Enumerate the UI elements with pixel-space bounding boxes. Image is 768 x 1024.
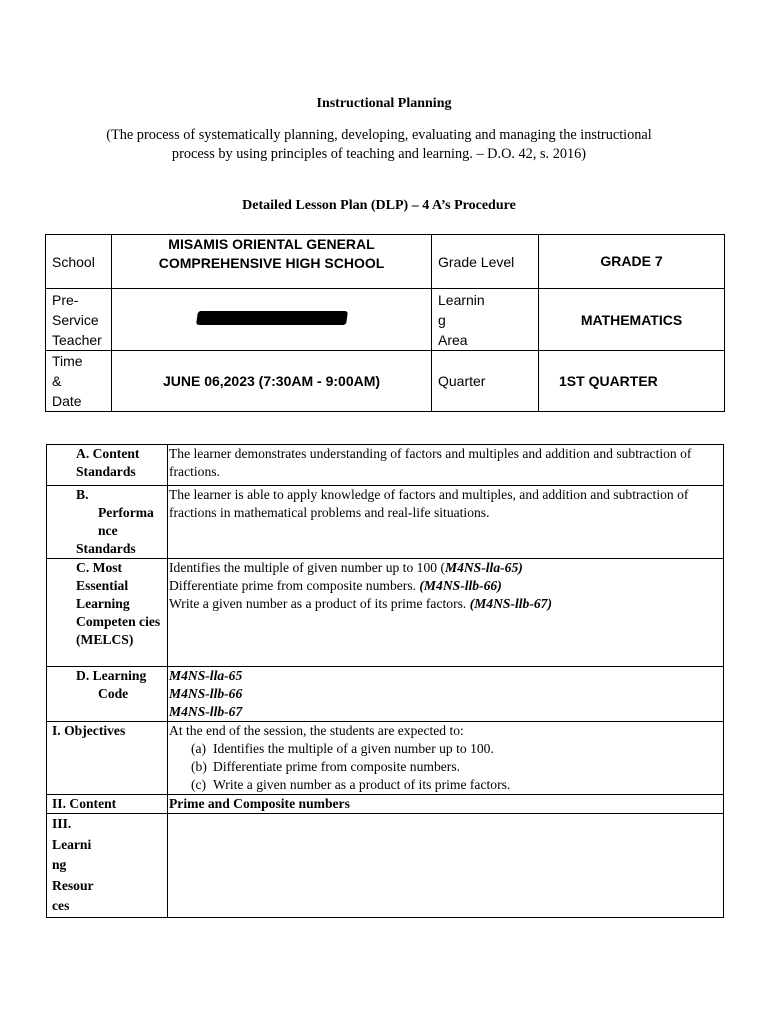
melc-text: Differentiate prime from composite numbers. [169, 578, 420, 593]
objectives-label: I. Objectives [47, 722, 168, 795]
learning-code-label-line2: Code [98, 686, 129, 701]
melcs-label-line1: C. Most [76, 560, 123, 575]
learning-code-item: M4NS-llb-67 [169, 704, 243, 719]
melc-item [169, 559, 721, 577]
objective-item [169, 740, 721, 758]
lesson-info-table [45, 234, 725, 412]
objectives-intro: At the end of the session, the students are expected to: [169, 723, 464, 738]
quarter-value: 1ST QUARTER [539, 351, 725, 412]
melcs-label-line2: Essential Learning Competen cies (MELCS) [76, 578, 161, 647]
melc-text: Write a given number as a product of its prime factors. [169, 596, 470, 611]
document-description: (The process of systematically planning, developing, evaluating and managing the instructional process by using principles of teaching and learning. – D.O. 42, s. 2016) [106, 127, 652, 162]
performance-standards-label [47, 486, 168, 559]
learning-area-label: Learnin g Area [432, 289, 539, 351]
redacted-name-block [196, 311, 348, 325]
melcs-label [47, 559, 168, 667]
row-content [47, 795, 724, 814]
school-label: School [46, 235, 112, 289]
info-row-time [46, 351, 725, 412]
time-date-label: Time & Date [46, 351, 112, 412]
row-learning-code [47, 667, 724, 722]
objective-text: Differentiate prime from composite numbers. [213, 759, 461, 774]
lesson-plan-title: Detailed Lesson Plan (DLP) – 4 A’s Procedure [242, 198, 516, 213]
pre-service-teacher-value [112, 289, 432, 351]
pre-service-teacher-label: Pre-Service Teacher [46, 289, 112, 351]
performance-standards-value: The learner is able to apply knowledge of factors and multiples, and addition and subtraction of fractions in mathematical problems and real-life situations. [168, 486, 724, 559]
melcs-value [168, 559, 724, 667]
objective-marker: (c) [191, 777, 207, 792]
melc-code: (M4NS-llb-66) [419, 578, 502, 593]
content-standards-label-line2: Standards [76, 464, 136, 479]
objective-text: Identifies the multiple of a given number up to 100. [213, 741, 494, 756]
row-objectives [47, 722, 724, 795]
row-content-standards [47, 445, 724, 486]
content-standards-label-line1: A. Content [76, 446, 140, 461]
document-title: Instructional Planning [316, 96, 452, 111]
melc-item [169, 577, 721, 595]
performance-label-line2: Performa nce [98, 505, 154, 538]
objective-text: Write a given number as a product of its prime factors. [213, 777, 511, 792]
objective-marker: (a) [191, 741, 207, 756]
melc-text: Identifies the multiple of given number up to 100 ( [169, 560, 445, 575]
performance-label-line1: B. [76, 487, 89, 502]
melc-code: (M4NS-llb-67) [469, 596, 553, 611]
curriculum-table [46, 444, 724, 918]
row-melcs [47, 559, 724, 667]
performance-label-line3: Standards [76, 541, 136, 556]
quarter-label: Quarter [432, 351, 539, 412]
learning-code-item: M4NS-lla-65 [169, 668, 243, 683]
time-date-value: JUNE 06,2023 (7:30AM - 9:00AM) [112, 351, 432, 412]
learning-resources-label: III. Learni ng Resour ces [47, 814, 168, 918]
content-standards-value: The learner demonstrates understanding of factors and multiples and addition and subtraction of fractions. [168, 445, 724, 486]
grade-level-label: Grade Level [432, 235, 539, 289]
content-value: Prime and Composite numbers [168, 795, 724, 814]
learning-code-value [168, 667, 724, 722]
melc-code: M4NS-lla-65) [444, 560, 523, 575]
row-performance-standards [47, 486, 724, 559]
grade-level-value: GRADE 7 [539, 235, 725, 289]
objective-item [169, 776, 721, 794]
objective-marker: (b) [191, 759, 207, 774]
objectives-value [168, 722, 724, 795]
objective-item [169, 758, 721, 776]
info-row-teacher [46, 289, 725, 351]
info-row-school [46, 235, 725, 289]
content-standards-label [47, 445, 168, 486]
school-value: MISAMIS ORIENTAL GENERAL COMPREHENSIVE HIGH SCHOOL [112, 235, 432, 289]
objectives-list [169, 740, 721, 794]
learning-area-value: MATHEMATICS [539, 289, 725, 351]
content-label: II. Content [47, 795, 168, 814]
learning-code-label [47, 667, 168, 722]
learning-resources-value [168, 814, 724, 918]
learning-code-label-line1: D. Learning [76, 668, 147, 683]
melc-item [169, 595, 721, 613]
learning-code-item: M4NS-llb-66 [169, 686, 243, 701]
row-learning-resources [47, 814, 724, 918]
